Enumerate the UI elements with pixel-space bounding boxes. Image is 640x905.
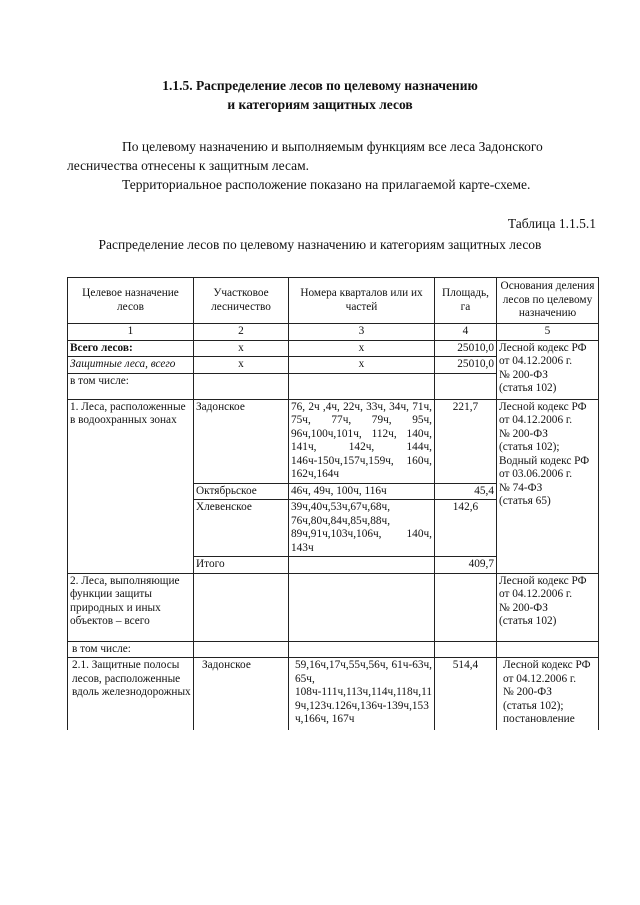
water-quarters-khlevenskoe: 39ч,40ч,53ч,67ч,68ч, 76ч,80ч,84ч,85ч,88ч, 89ч,91ч,103ч,106ч, 140ч, 143ч bbox=[289, 500, 435, 557]
header-basis: Основания деления лесов по целевому назначению bbox=[497, 278, 599, 324]
total-row bbox=[68, 340, 599, 357]
belts-forestry: Задонское bbox=[194, 658, 289, 730]
intro-paragraph bbox=[67, 137, 597, 194]
water-quarters-oktyabrskoe: 46ч, 49ч, 100ч, 116ч bbox=[289, 483, 435, 500]
water-forestry-oktyabrskoe: Октябрьское bbox=[194, 483, 289, 500]
header-quarters: Номера кварталов или их частей bbox=[289, 278, 435, 324]
col-number: 3 bbox=[289, 324, 435, 341]
protective-label: Защитные леса, всего bbox=[68, 357, 194, 374]
including-row-2 bbox=[68, 641, 599, 658]
section-title-line-1: 1.1.5. Распределение лесов по целевому назначению bbox=[162, 78, 478, 93]
water-forestry-khlevenskoe: Хлевенское bbox=[194, 500, 289, 557]
including-label-2: в том числе: bbox=[68, 641, 194, 658]
header-forestry: Участковое лесничество bbox=[194, 278, 289, 324]
water-zone-label: 1. Леса, расположенные в водоохранных зонах bbox=[68, 399, 194, 573]
total-area: 25010,0 bbox=[435, 340, 497, 357]
forest-distribution-table bbox=[67, 277, 599, 730]
intro-line-2: лесничества отнесены к защитным лесам. bbox=[67, 158, 310, 173]
belts-quarters: 59,16ч,17ч,55ч,56ч, 61ч-63ч, 65ч, 108ч-111ч,113ч,114ч,118ч,119ч,123ч.126ч,136ч-139ч,153ч,166ч, 167ч bbox=[289, 658, 435, 730]
including-label: в том числе: bbox=[68, 373, 194, 399]
protective-quarters: х bbox=[289, 357, 435, 374]
belts-area: 514,4 bbox=[435, 658, 497, 730]
basis-water-code: Лесной кодекс РФ от 04.12.2006 г. № 200-ФЗ (статья 102); Водный кодекс РФ от 03.06.2006 г. № 74-ФЗ (статья 65) bbox=[497, 399, 599, 573]
col-number: 2 bbox=[194, 324, 289, 341]
basis-forest-code: Лесной кодекс РФ от 04.12.2006 г. № 200-ФЗ (статья 102) bbox=[497, 340, 599, 399]
table-caption: Распределение лесов по целевому назначению и категориям защитных лесов bbox=[98, 237, 542, 252]
protection-label: 2. Леса, выполняющие функции защиты природных и иных объектов – всего bbox=[68, 573, 194, 641]
water-area-oktyabrskoe: 45,4 bbox=[435, 483, 497, 500]
total-label: Всего лесов: bbox=[68, 340, 194, 357]
water-subtotal-label: Итого bbox=[194, 557, 289, 574]
belts-label: 2.1. Защитные полосы лесов, расположенные вдоль железнодорожных bbox=[68, 658, 194, 730]
total-quarters: х bbox=[289, 340, 435, 357]
water-forestry-zadonskoe: Задонское bbox=[194, 399, 289, 483]
water-area-zadonskoe: 221,7 bbox=[435, 399, 497, 483]
header-purpose: Целевое назначение лесов bbox=[68, 278, 194, 324]
protective-forestry: х bbox=[194, 357, 289, 374]
water-zone-row bbox=[68, 399, 599, 483]
total-forestry: х bbox=[194, 340, 289, 357]
table-number: Таблица 1.1.5.1 bbox=[507, 216, 596, 231]
protective-area: 25010,0 bbox=[435, 357, 497, 374]
table-header-row bbox=[68, 278, 599, 324]
section-title-line-2: и категориям защитных лесов bbox=[227, 97, 413, 112]
section-title bbox=[0, 76, 640, 114]
header-area: Площадь, га bbox=[435, 278, 497, 324]
intro-line-1: По целевому назначению и выполняемым функциям все леса Задонского bbox=[122, 139, 543, 154]
belts-row bbox=[68, 658, 599, 730]
col-number: 1 bbox=[68, 324, 194, 341]
water-subtotal-area: 409,7 bbox=[435, 557, 497, 574]
column-number-row bbox=[68, 324, 599, 341]
col-number: 5 bbox=[497, 324, 599, 341]
belts-basis: Лесной кодекс РФ от 04.12.2006 г. № 200-ФЗ (статья 102); постановление bbox=[497, 658, 599, 730]
intro-line-3: Территориальное расположение показано на прилагаемой карте-схеме. bbox=[122, 177, 531, 192]
basis-protection: Лесной кодекс РФ от 04.12.2006 г. № 200-ФЗ (статья 102) bbox=[497, 573, 599, 641]
water-quarters-zadonskoe: 76, 2ч ,4ч, 22ч, 33ч, 34ч, 71ч, 75ч, 77ч, 79ч, 95ч, 96ч,100ч,101ч, 112ч, 140ч, 141ч, 142ч, 144ч, 146ч-150ч,157ч,159ч, 160ч, 162ч,164ч bbox=[289, 399, 435, 483]
protection-row bbox=[68, 573, 599, 641]
col-number: 4 bbox=[435, 324, 497, 341]
water-area-khlevenskoe: 142,6 bbox=[435, 500, 497, 557]
